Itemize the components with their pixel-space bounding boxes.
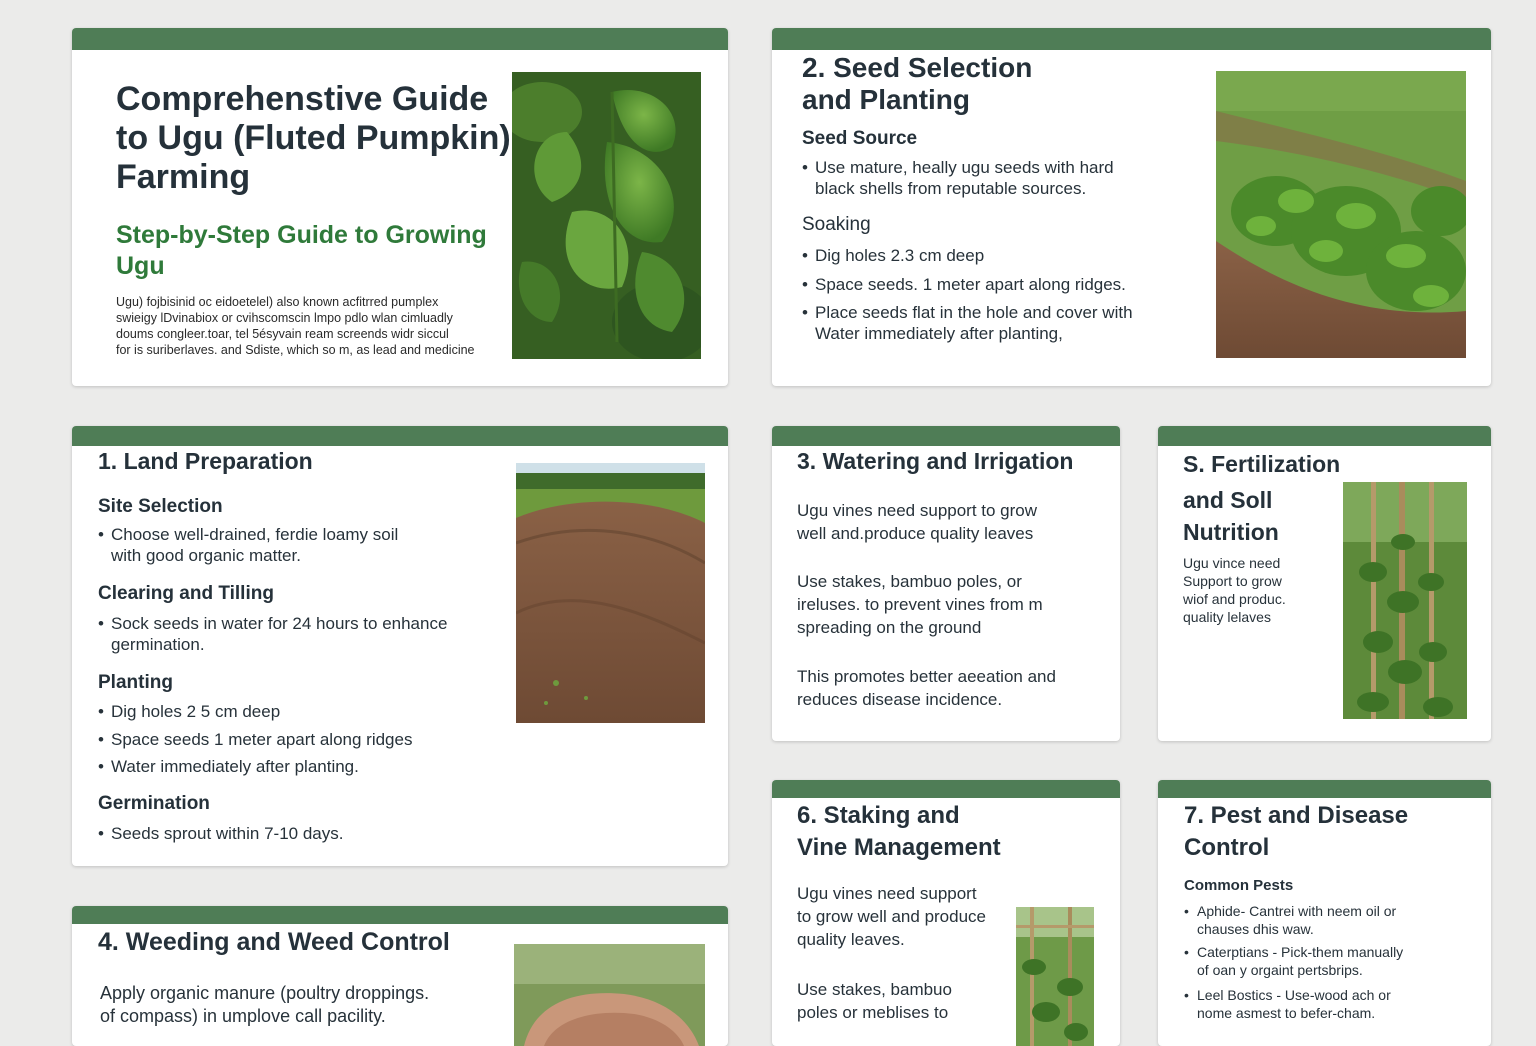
staking-card [772, 780, 1120, 1046]
pest-title: 7. Pest and Disease Control [1184, 802, 1409, 861]
card-header-bar [772, 28, 1491, 50]
soaking-heading: Soaking [802, 214, 871, 235]
seed-source-bullet: • Use mature, heally ugu seeds with hard black shells from reputable sources. [802, 157, 1114, 199]
germination-bullet: • Seeds sprout within 7-10 days. [98, 823, 343, 844]
bamboo-stakes-photo [1016, 907, 1094, 1046]
tilled-field-photo [516, 463, 705, 723]
seed-source-heading: Seed Source [802, 128, 918, 149]
pest-card [1158, 780, 1491, 1046]
weeding-text: Apply organic manure (poultry droppings. of compass) in umplove call pacility. [100, 983, 430, 1026]
staking-title: 6. Staking and Vine Management [797, 802, 1001, 861]
planting-heading: Planting [98, 672, 173, 693]
watering-title: 3. Watering and Irrigation [797, 448, 1074, 474]
seed-card [772, 28, 1491, 386]
watering-card [772, 426, 1120, 741]
fertilization-text: Ugu vince need Support to grow wiof and produc. quality lelaves [1183, 555, 1286, 625]
watering-paragraph: This promotes better aeeation and reduces disease incidence. [797, 667, 1056, 709]
hand-holding-manure-photo [514, 944, 705, 1046]
site-selection-bullet: • Choose well-drained, ferdie loamy soil with good organic matter. [98, 524, 398, 566]
weeding-card [72, 906, 728, 1046]
seed-title: 2. Seed Selection and Planting [802, 52, 1033, 116]
guide-intro-text: Ugu) fojbisinid oc eidoetelel) also known acfitrred pumplex swieigy lDvinabiox or cvihscomscin lmpo pdlo wlan cimluadly doums congleer.toar, tel 5ésyvain ream screends widr siccul for is suriberlaves. and Sdiste, which so m, as lead and medicine [116, 295, 475, 357]
soaking-bullet: • Dig holes 2.3 cm deep [802, 245, 984, 266]
staking-paragraph: Ugu vines need support to grow well and produce quality leaves. [797, 884, 987, 949]
ugu-leaves-photo [512, 72, 701, 359]
card-header-bar [772, 426, 1120, 446]
card-header-bar [1158, 426, 1491, 446]
clearing-bullet: • Sock seeds in water for 24 hours to enhance germination. [98, 613, 447, 655]
staked-vines-photo [1343, 482, 1467, 719]
land-card [72, 426, 728, 866]
soaking-bullet: • Space seeds. 1 meter apart along ridges. [802, 274, 1126, 295]
ugu-seedlings-photo [1216, 71, 1466, 358]
clearing-heading: Clearing and Tilling [98, 583, 274, 604]
land-title: 1. Land Preparation [98, 448, 313, 474]
intro-card [72, 28, 728, 386]
fertilization-title: S. Fertilization and Soll Nutrition [1183, 451, 1341, 545]
fertilization-card [1158, 426, 1491, 741]
pest-item: • Aphide- Cantrei with neem oil or chauses dhis waw. [1184, 902, 1396, 938]
guide-subtitle: Step-by-Step Guide to Growing Ugu [116, 221, 487, 280]
card-header-bar [72, 906, 728, 924]
watering-paragraph: Ugu vines need support to grow well and.produce quality leaves [797, 501, 1038, 543]
planting-bullet: • Dig holes 2 5 cm deep [98, 701, 280, 722]
germination-heading: Germination [98, 793, 210, 814]
pest-item: • Leel Bostics - Use-wood ach or nome asmest to befer-cham. [1184, 986, 1391, 1022]
planting-bullet: • Water immediately after planting. [98, 756, 359, 777]
site-selection-heading: Site Selection [98, 496, 223, 517]
watering-paragraph: Use stakes, bambuo poles, or ireluses. to prevent vines from m spreading on the ground [797, 572, 1043, 637]
staking-paragraph: Use stakes, bambuo poles or meblises to [797, 980, 952, 1022]
weeding-title: 4. Weeding and Weed Control [98, 928, 450, 956]
planting-bullet: • Space seeds 1 meter apart along ridges [98, 729, 412, 750]
card-header-bar [1158, 780, 1491, 798]
pest-item: • Caterptians - Pick-them manually of oan y orgaint pertsbrips. [1184, 943, 1403, 979]
card-header-bar [72, 426, 728, 446]
card-header-bar [772, 780, 1120, 798]
card-header-bar [72, 28, 728, 50]
common-pests-heading: Common Pests [1184, 877, 1294, 894]
guide-title: Comprehenstive Guide to Ugu (Fluted Pumpkin) Farming [116, 80, 511, 197]
soaking-bullet: • Place seeds flat in the hole and cover with Water immediately after planting, [802, 302, 1133, 344]
